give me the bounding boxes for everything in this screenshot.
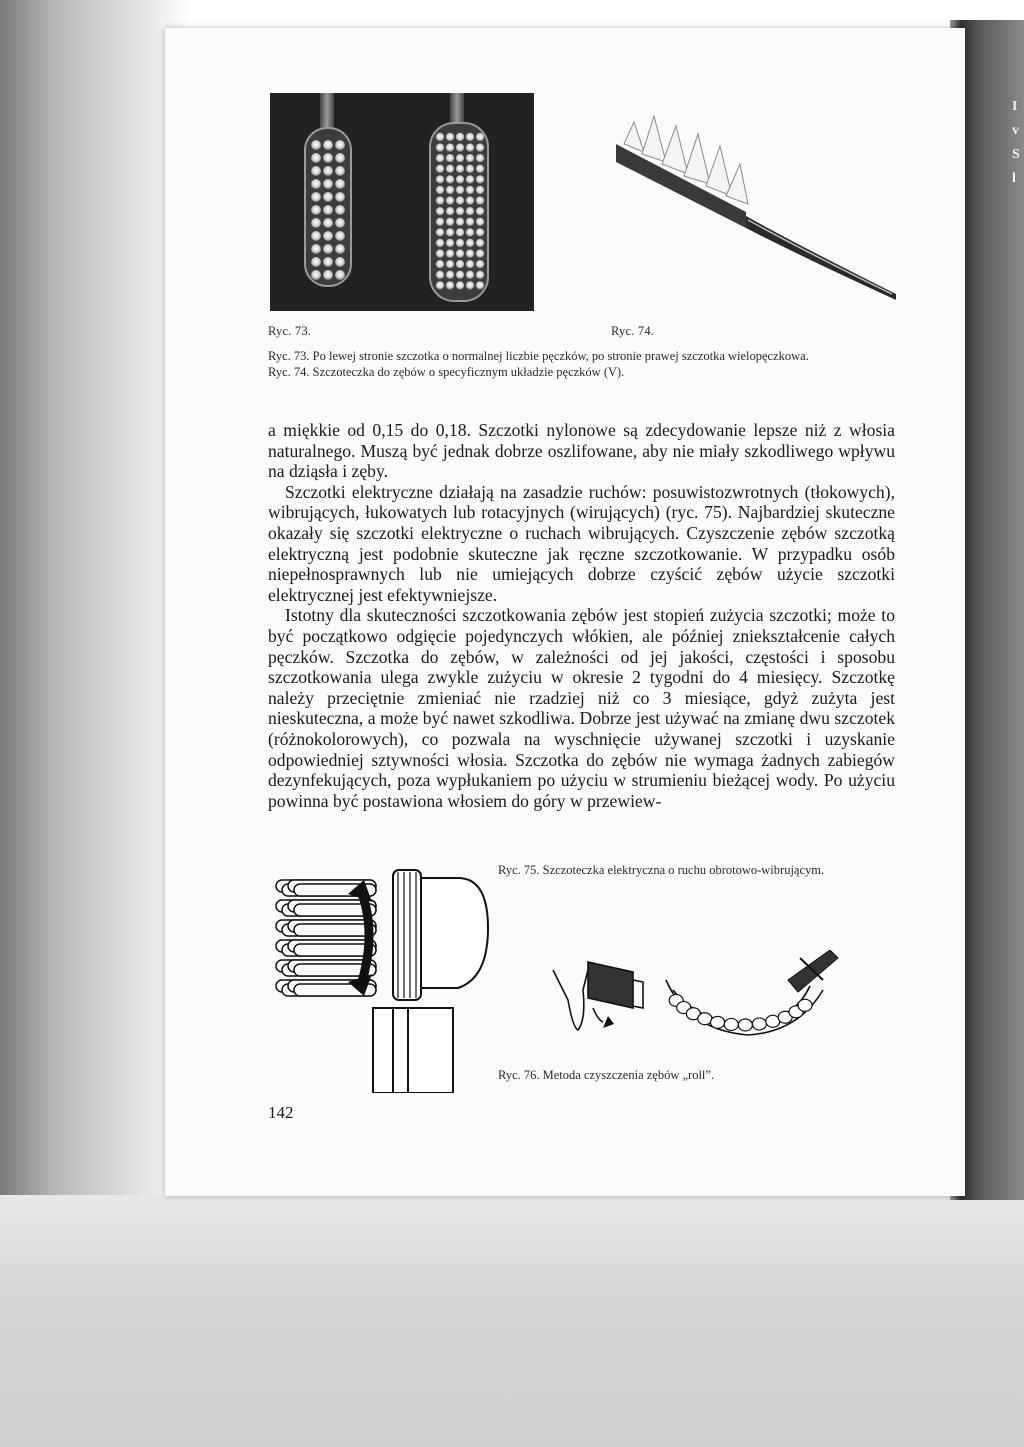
bristle-tuft [476, 133, 484, 141]
scan-background-bottom [0, 1195, 1024, 1447]
bristle-tuft [476, 249, 484, 257]
bristle-tuft [436, 249, 444, 257]
electric-brush-head-illustration [268, 858, 493, 1093]
bristle-tuft [466, 260, 474, 268]
bristle-tuft [476, 165, 484, 173]
bristle-tuft [466, 281, 474, 289]
bristle-tuft [311, 179, 321, 189]
edge-letter: S [1012, 147, 1020, 162]
tooth [711, 1016, 725, 1028]
figure-73-label: Ryc. 73. [268, 324, 312, 338]
bristle-tuft [476, 175, 484, 183]
bristle-tuft [436, 271, 444, 279]
bristle-tuft [446, 281, 454, 289]
bristle-tuft [323, 257, 333, 267]
figure-74-photo [596, 104, 896, 300]
bristle-tuft [456, 196, 464, 204]
bristle-tuft [446, 196, 454, 204]
bristle-tuft [466, 218, 474, 226]
bristle-tuft [436, 186, 444, 194]
bristle-tuft [446, 186, 454, 194]
bristle-tuft [311, 205, 321, 215]
bristle-tuft [456, 186, 464, 194]
bristle-tuft [456, 228, 464, 236]
bristle-tuft [335, 257, 345, 267]
bristle-tuft [335, 270, 345, 280]
edge-letter: v [1012, 123, 1019, 138]
tooth [738, 1019, 752, 1031]
bristle-tuft [466, 249, 474, 257]
bristle-tuft [466, 239, 474, 247]
bristle-tuft [436, 218, 444, 226]
bristle-tuft [466, 196, 474, 204]
bristle-tuft [476, 196, 484, 204]
bristle-tuft [311, 140, 321, 150]
bristle-tuft [436, 239, 444, 247]
bristle-tuft [456, 207, 464, 215]
bristle-tuft [466, 175, 474, 183]
bristle-tuft [323, 205, 333, 215]
bristle-tuft [335, 244, 345, 254]
bristle-tuft [335, 218, 345, 228]
paragraph-1: a miękkie od 0,15 do 0,18. Szczotki nylonowe są zdecydowanie lepsze niż z włosia naturalnego. Muszą być jednak dobrze oszlifowane, aby nie miały szkodliwego wpływu na dziąsła i zęby. [268, 420, 895, 482]
bristle-tuft [466, 186, 474, 194]
bristle-tuft [323, 270, 333, 280]
bristle-tuft [466, 228, 474, 236]
edge-letter: l [1012, 171, 1016, 186]
bristle-tuft [446, 154, 454, 162]
caption-figure-74: Ryc. 74. Szczoteczka do zębów o specyficznym układzie pęczków (V). [268, 365, 625, 379]
bristle-tuft [311, 257, 321, 267]
bristle-tuft [446, 228, 454, 236]
bristle-tuft [323, 166, 333, 176]
bristle-tuft [436, 281, 444, 289]
scan-shadow-left [0, 0, 190, 1200]
bristle-tuft [311, 270, 321, 280]
bristle-tuft [456, 281, 464, 289]
bristle-tuft [436, 196, 444, 204]
paragraph-3: Istotny dla skuteczności szczotkowania zębów jest stopień zużycia szczotki; może to być początkowo odgięcie pojedynczych włókien, ale później zniekształcenie całych pęczków. Szczotka do zębów, w zależności od jej jakości, częstości i sposobu szczotkowania ulega zwykle zużyciu w okresie 2 tygodni do 4 miesięcy. Szczotkę należy przeciętnie zmieniać nie rzadziej niż co 3 miesiące, gdyż zużyta jest nieskuteczna, a może być nawet szkodliwa. Dobrze jest używać na zmianę dwu szczotek (różnokolorowych), co pozwala na wyschnięcie używanej szczotki i uzyskanie odpowiedniej sztywności włosia. Szczotka do zębów nie wymaga żadnych zabiegów dezynfekujących, poza wypłukaniem po użyciu w strumieniu bieżącej wody. Po użyciu powinna być postawiona włosiem do góry w przewiew- [268, 605, 895, 811]
bristle-tuft [323, 179, 333, 189]
bristle-tuft [323, 153, 333, 163]
next-page-edge-letters [1012, 95, 1020, 191]
paragraph-2: Szczotki elektryczne działają na zasadzie ruchów: posuwistozwrotnych (tłokowych), wibrujących, łukowatych lub rotacyjnych (wirujących) (ryc. 75). Najbardziej skuteczne okazały się szczotki elektryczne o ruchach wibrujących. Czyszczenie zębów szczotką elektryczną jest podobnie skuteczne jak ręczne szczotkowanie. W przypadku osób niepełnosprawnych lub nie umiejących dobrze czyścić zębów użycie szczotki elektrycznej jest efektywniejsze. [268, 481, 895, 605]
bristle-tuft [335, 205, 345, 215]
bristle-tuft [335, 140, 345, 150]
bristle-tuft [335, 166, 345, 176]
bristle-tuft [323, 244, 333, 254]
bristle-tuft [436, 154, 444, 162]
bristle-tuft [446, 218, 454, 226]
bristle-tuft [311, 153, 321, 163]
bristle-tuft [476, 228, 484, 236]
bristle-tuft [456, 239, 464, 247]
bristle-tuft [476, 143, 484, 151]
caption-figure-76: Ryc. 76. Metoda czyszczenia zębów „roll”. [498, 1068, 715, 1082]
figure-76-drawing [548, 950, 848, 1050]
bristle-tuft [323, 192, 333, 202]
bristle-tuft [436, 207, 444, 215]
bristle-tuft [335, 192, 345, 202]
bristle-tuft [335, 153, 345, 163]
bristle-tuft [476, 186, 484, 194]
v-toothbrush-illustration [596, 104, 896, 300]
bristle-tuft [323, 140, 333, 150]
bristle-tuft [436, 165, 444, 173]
bristle-tuft [456, 249, 464, 257]
bristle-tuft [446, 239, 454, 247]
bristle-tuft [446, 143, 454, 151]
bristle-tuft [456, 271, 464, 279]
tooth [752, 1018, 766, 1030]
bristle-tuft [311, 166, 321, 176]
bristle-tuft [476, 218, 484, 226]
bristle-tuft [436, 133, 444, 141]
bristle-tuft [436, 143, 444, 151]
caption-figure-73: Ryc. 73. Po lewej stronie szczotka o normalnej liczbie pęczków, po stronie prawej szczotka wielopęczkowa. [268, 349, 809, 363]
bristle-tuft [446, 207, 454, 215]
body-text [268, 420, 895, 811]
bristle-tuft [456, 165, 464, 173]
bristle-tuft [436, 228, 444, 236]
toothbrush-heads-illustration [270, 93, 534, 311]
bristle-tuft [466, 165, 474, 173]
bristle-tuft [456, 154, 464, 162]
bristle-tuft [323, 218, 333, 228]
bristle-tuft [466, 154, 474, 162]
bristle-tuft [476, 154, 484, 162]
caption-figure-75: Ryc. 75. Szczoteczka elektryczna o ruchu obrotowo-wibrującym. [498, 863, 825, 877]
bristle-tuft [335, 231, 345, 241]
bristle-tuft [476, 271, 484, 279]
bristle-tuft [466, 133, 474, 141]
bristle-tuft [466, 143, 474, 151]
bristle-tuft [456, 175, 464, 183]
bristle-bundle [294, 924, 376, 936]
figure-74-label: Ryc. 74. [611, 324, 655, 338]
bristle-tuft [476, 260, 484, 268]
bristle-tuft [476, 207, 484, 215]
bristle-tuft [456, 143, 464, 151]
tooth [798, 999, 812, 1011]
roll-method-illustration [548, 950, 848, 1050]
bristle-tuft [311, 231, 321, 241]
bristle-tuft [436, 260, 444, 268]
bristle-tuft [466, 207, 474, 215]
bristle-tuft [476, 281, 484, 289]
edge-letter: I [1012, 99, 1018, 114]
bristle-tuft [446, 249, 454, 257]
bristle-tuft [446, 133, 454, 141]
bristle-tuft [311, 192, 321, 202]
bristle-tuft [335, 179, 345, 189]
bristle-tuft [446, 260, 454, 268]
bristle-tuft [446, 175, 454, 183]
bristle-tuft [446, 165, 454, 173]
bristle-tuft [323, 231, 333, 241]
figure-captions-73-74 [268, 348, 896, 380]
tooth [698, 1013, 712, 1025]
page-number: 142 [268, 1103, 294, 1122]
bristle-tuft [456, 133, 464, 141]
tooth [724, 1018, 738, 1030]
bristle-tuft [466, 271, 474, 279]
bristle-tuft [446, 271, 454, 279]
figure-75-drawing [268, 858, 493, 1093]
figure-73-photo [270, 93, 534, 311]
bristle-tuft [476, 239, 484, 247]
bristle-tuft [456, 218, 464, 226]
bristle-tuft [311, 218, 321, 228]
bristle-tuft [436, 175, 444, 183]
bristle-tuft [311, 244, 321, 254]
bristle-tuft [456, 260, 464, 268]
